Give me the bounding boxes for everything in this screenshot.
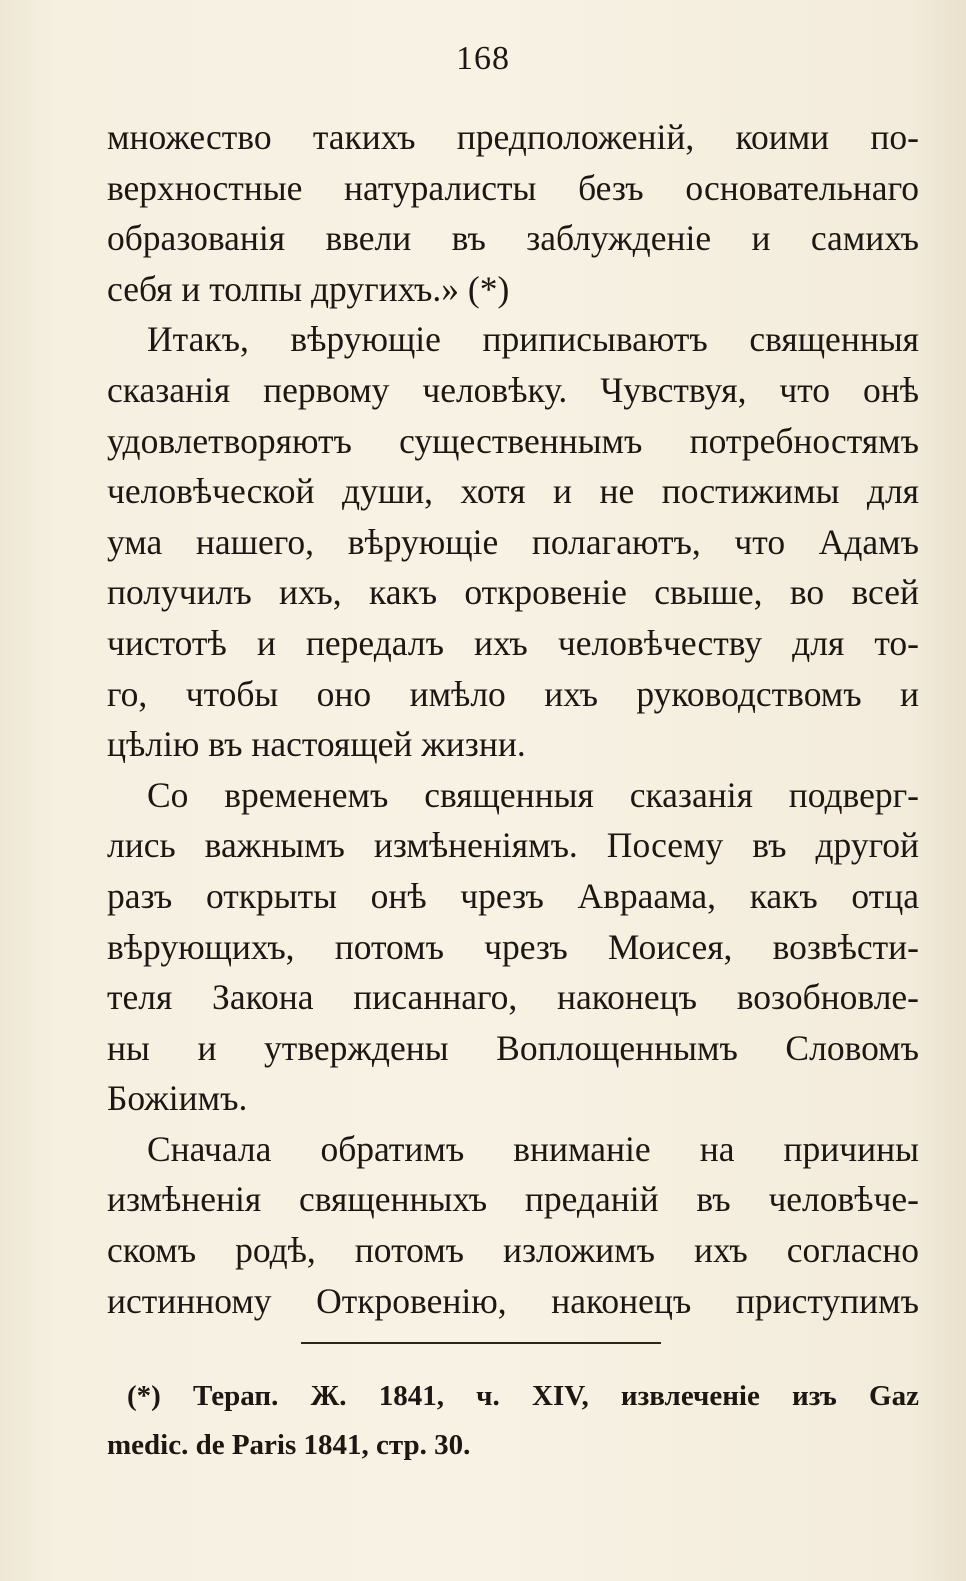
footnote-line: medic. de Paris 1841, стр. 30. — [107, 1429, 471, 1461]
paragraph-2 — [107, 314, 919, 769]
text-line: чистотѣ и передалъ ихъ человѣчеству для то- — [107, 622, 919, 663]
text-line: Итакъ, вѣрующіе приписываютъ священныя — [147, 319, 919, 360]
page-number: 168 — [456, 40, 510, 77]
text-line: теля Закона писаннаго, наконецъ возобновле- — [107, 977, 919, 1018]
text-line: образованія ввели въ заблужденіе и самихъ — [107, 218, 919, 259]
text-line: разъ открыты онѣ чрезъ Авраама, какъ отца — [107, 875, 919, 916]
footnote-divider — [301, 1342, 661, 1344]
text-line: множество такихъ предположеній, коими по- — [107, 117, 919, 157]
text-line: Божіимъ. — [107, 1078, 248, 1119]
text-line: го, чтобы оно имѣло ихъ руководствомъ и — [107, 673, 919, 714]
paragraph-1 — [107, 112, 919, 314]
text-line: Со временемъ священныя сказанія подверг- — [147, 774, 919, 815]
text-line: скомъ родѣ, потомъ изложимъ ихъ согласно — [107, 1230, 919, 1271]
text-line: себя и толпы другихъ.» (*) — [107, 268, 510, 309]
text-line: истинному Откровенію, наконецъ приступимъ — [107, 1280, 919, 1321]
text-line: измѣненія священныхъ преданій въ человѣче- — [107, 1179, 919, 1220]
text-line: человѣческой души, хотя и не постижимы для — [107, 471, 919, 512]
paragraph-4 — [107, 1124, 919, 1326]
text-line: удовлетворяютъ существеннымъ потребностямъ — [107, 420, 919, 461]
paragraph-3 — [107, 770, 919, 1124]
text-line: Сначала обратимъ вниманіе на причины — [147, 1128, 919, 1169]
text-line: цѣлію въ настоящей жизни. — [107, 724, 526, 765]
text-line: верхностные натуралисты безъ основательнаго — [107, 167, 919, 208]
text-line: ума нашего, вѣрующіе полагаютъ, что Адамъ — [107, 521, 919, 562]
text-line: лись важнымъ измѣненіямъ. Посему въ другой — [107, 825, 919, 866]
body-text — [107, 112, 919, 1326]
footnote-line: (*) Терап. Ж. 1841, ч. XIV, извлеченіе изъ Gaz — [127, 1380, 919, 1412]
footnote — [107, 1372, 919, 1470]
text-line: вѣрующихъ, потомъ чрезъ Моисея, возвѣсти- — [107, 926, 919, 967]
text-line: ны и утверждены Воплощеннымъ Словомъ — [107, 1027, 919, 1068]
text-line: получилъ ихъ, какъ откровеніе свыше, во всей — [107, 572, 919, 613]
text-line: сказанія первому человѣку. Чувствуя, что онѣ — [107, 369, 919, 410]
